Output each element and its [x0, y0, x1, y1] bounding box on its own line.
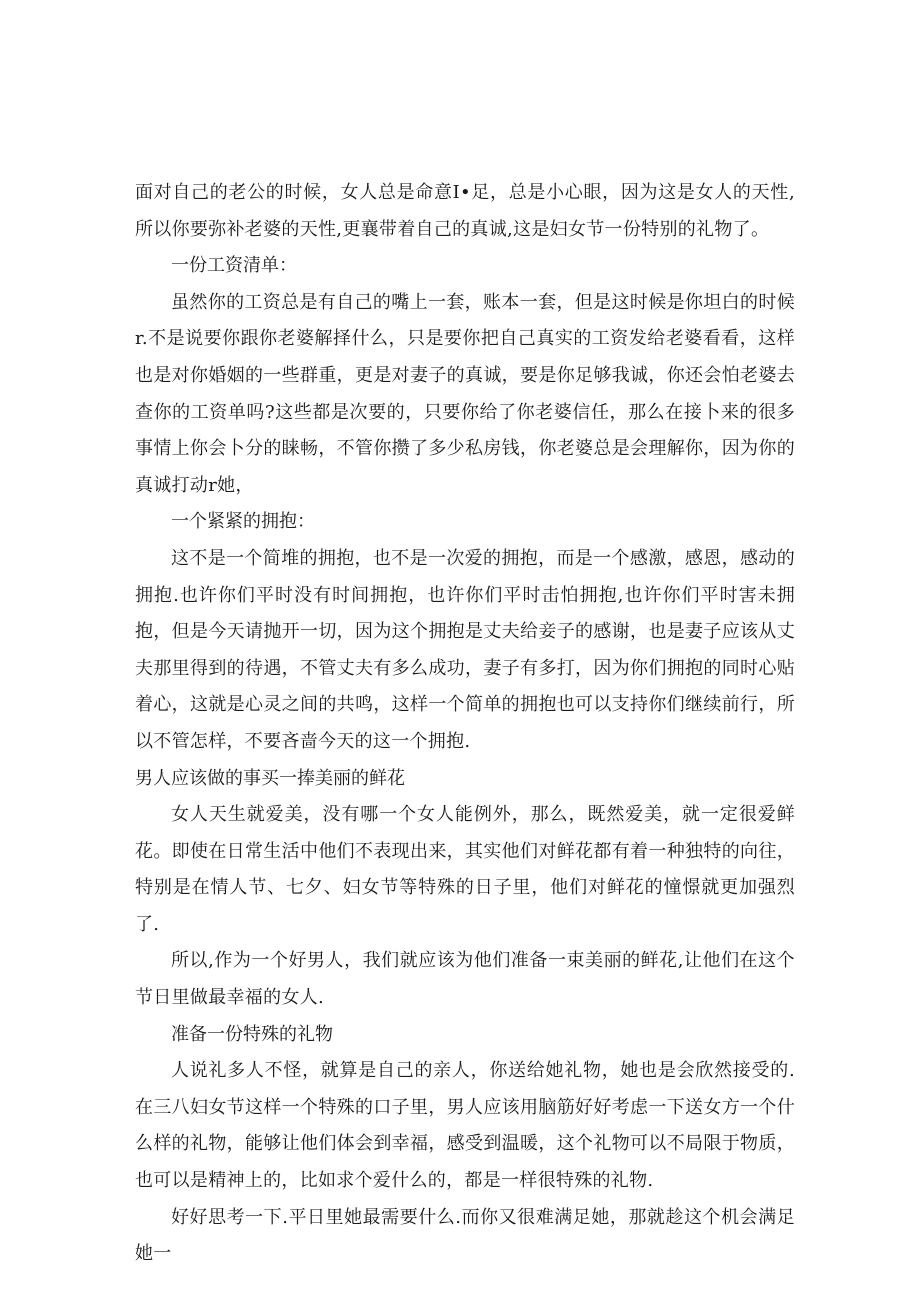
paragraph-intro: 面对自己的老公的时候，女人总是命意I•足，总是小心眼，因为这是女人的天性,所以你要弥补老婆的天性,更襄带着自己的真诚,这是妇女节一份特别的礼物了。	[135, 182, 795, 240]
heading-hug: 一个紧紧的拥抱：	[171, 511, 315, 533]
paragraph-salary: 虽然你的工资总是有自己的嘴上一套，账本一套，但是这时候是你坦白的时候r.不是说要你跟你老婆解择什么，只是要你把自己真实的工资发给老婆看看，这样也是对你婚姻的一些群重，更是对妻子的真诚，要是你足够我诚，你还会怕老婆去查你的工资单吗?这些都是次要的，只要你给了你老婆信任，那么在接卜来的很多事情上你会卜分的睐畅，不管你攒了多少私房钱，你老婆总是会理解你，因为你的真诚打动r她，	[135, 291, 795, 496]
heading-flowers: 男人应该做的事买一捧美丽的鲜花	[135, 767, 405, 789]
heading-salary-list: 一份工资清单：	[171, 255, 297, 277]
paragraph-flowers-2: 所以,作为一个好男人，我们就应该为他们准备一束美丽的鲜花,让他们在这个节日里做最幸福的女人.	[135, 950, 795, 1009]
paragraph-gift: 人说礼多人不怪，就算是自己的亲人，你送给她礼物，她也是会欣然接受的.在三八妇女节这样一个特殊的口子里，男人应该用脑筋好好考虑一下送女方一个什么样的礼物，能够让他们体会到幸福，感受到温暖，这个礼物可以不局限于物质，也可以是精神上的，比如求个爱什么的，都是一样很特殊的礼物.	[135, 1060, 795, 1192]
paragraph-flowers-1: 女人天生就爱美，没有哪一个女人能例外，那么，既然爱美，就一定很爱鲜花。即使在日常生活中他们不表现出来，其实他们对鲜花都有着一种独特的向往，特别是在情人节、七夕、妇女节等特殊的日子里，他们对鲜花的憧憬就更加强烈了.	[135, 804, 795, 935]
paragraph-think: 好好思考一下.平日里她最需要什么.而你又很难满足她，那就趁这个机会满足她一	[135, 1206, 795, 1265]
document-body	[135, 175, 795, 1273]
heading-special-gift: 准备一份特殊的礼物	[171, 1023, 333, 1045]
paragraph-hug: 这不是一个简堆的拥抱，也不是一次爱的拥抱，而是一个感激，感恩，感动的拥抱.也许你们平时没有时间拥抱，也许你们平时击怕拥抱,也许你们平时害未拥抱，但是今天请抛开一切，因为这个拥抱是丈夫给妾子的感谢，也是妻子应该从丈夫那里得到的待遇，不管丈夫有多么成功，妻子有多打，因为你们拥抱的同时心贴着心，这就是心灵之间的共鸣，这样一个简单的拥抱也可以支持你们继续前行，所以不管怎样，不要吝啬今天的这一个拥抱.	[135, 547, 795, 752]
